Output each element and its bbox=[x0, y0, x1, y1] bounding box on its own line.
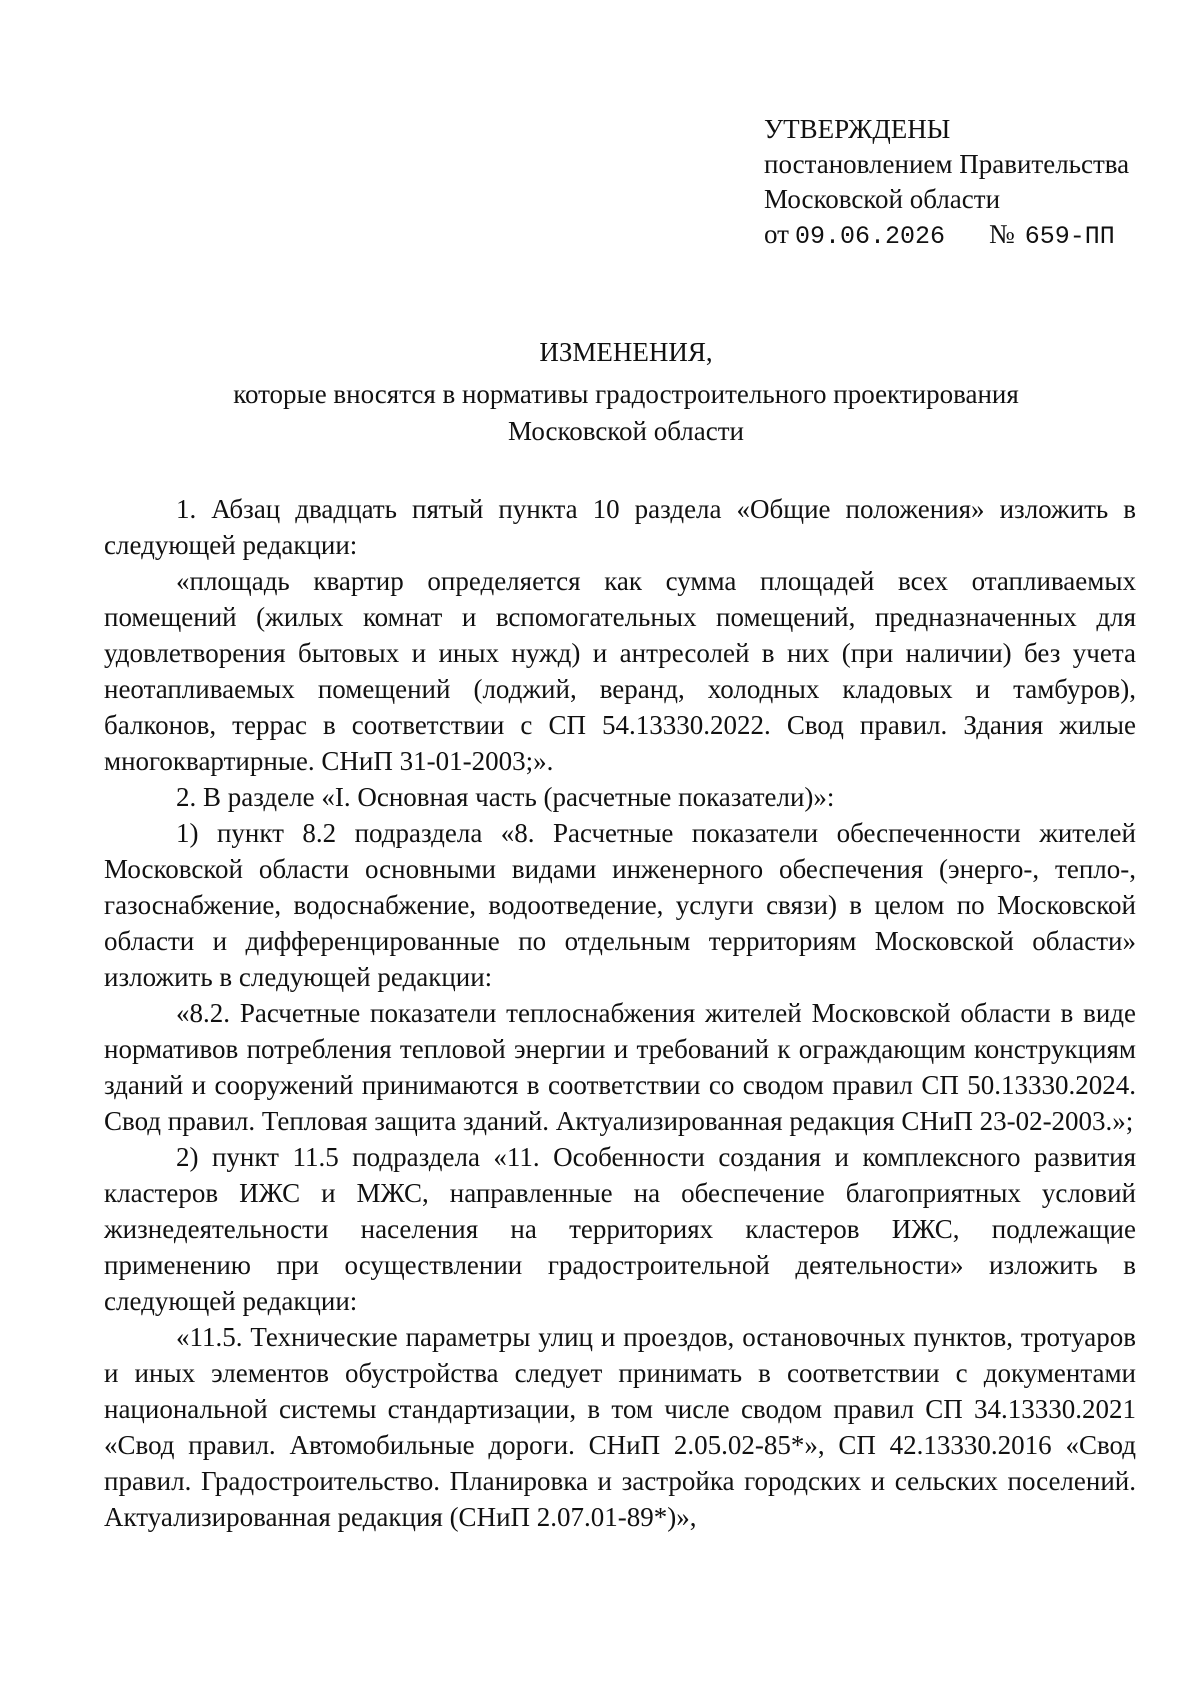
approval-line-1: постановлением Правительства bbox=[764, 149, 1130, 179]
document-title: ИЗМЕНЕНИЯ, bbox=[539, 337, 713, 367]
approval-heading: УТВЕРЖДЕНЫ bbox=[764, 114, 951, 144]
paragraph-7: «11.5. Технические параметры улиц и проездов, остановочных пунктов, тротуаров и иных элементов обустройства следует принимать в соответствии с документами национальной системы стандартизации, в том числе сводом правил СП 34.13330.2021 «Свод правил. Автомобильные дороги. СНиП 2.05.02-85*», СП 42.13330.2016 «Свод правил. Градостроительство. Планировка и застройка городских и сельских поселений. Актуализированная редакция (СНиП 2.07.01-89*)», bbox=[104, 1322, 1136, 1532]
paragraph-6: 2) пункт 11.5 подраздела «11. Особенности создания и комплексного развития кластеров ИЖС и МЖС, направленные на обеспечение благоприятных условий жизнедеятельности населения на территориях кластеров ИЖС, подлежащие применению при осуществлении градостроительной деятельности» изложить в следующей редакции: bbox=[104, 1142, 1136, 1316]
paragraph-2: «площадь квартир определяется как сумма площадей всех отапливаемых помещений (жилых комнат и вспомогательных помещений, предназначенных для удовлетворения бытовых и иных нужд) и антресолей в них (при наличии) без учета неотапливаемых помещений (лоджий, веранд, холодных кладовых и тамбуров), балконов, террас в соответствии с СП 54.13330.2022. Свод правил. Здания жилые многоквартирные. СНиП 31-01-2003;». bbox=[104, 566, 1136, 776]
subtitle-line-1: которые вносятся в нормативы градостроительного проектирования bbox=[233, 379, 1019, 409]
document-subtitle bbox=[100, 376, 1152, 450]
subtitle-line-2: Московской области bbox=[507, 416, 744, 446]
number-label: № bbox=[988, 219, 1015, 249]
document-body bbox=[104, 491, 1136, 1535]
paragraph-5: «8.2. Расчетные показатели теплоснабжения жителей Московской области в виде нормативов потребления тепловой энергии и требований к ограждающим конструкциям зданий и сооружений принимаются в соответствии со сводом правил СП 50.13330.2024. Свод правил. Тепловая защита зданий. Актуализированная редакция СНиП 23-02-2003.»; bbox=[104, 998, 1136, 1136]
paragraph-3: 2. В разделе «I. Основная часть (расчетные показатели)»: bbox=[176, 782, 835, 812]
decree-number: 659-ПП bbox=[1024, 222, 1115, 251]
approval-date-line bbox=[764, 217, 1129, 254]
paragraph-1: 1. Абзац двадцать пятый пункта 10 раздела «Общие положения» изложить в следующей редакции: bbox=[104, 494, 1136, 560]
date-prefix: от bbox=[764, 219, 789, 249]
approval-block bbox=[764, 112, 1129, 254]
approval-line-2: Московской области bbox=[764, 184, 1001, 214]
paragraph-4: 1) пункт 8.2 подраздела «8. Расчетные показатели обеспеченности жителей Московской области основными видами инженерного обеспечения (энерго-, тепло-, газоснабжение, водоснабжение, водоотведение, услуги связи) в целом по Московской области и дифференцированные по отдельным территориям Московской области» изложить в следующей редакции: bbox=[104, 818, 1136, 992]
decree-date: 09.06.2026 bbox=[794, 222, 945, 251]
